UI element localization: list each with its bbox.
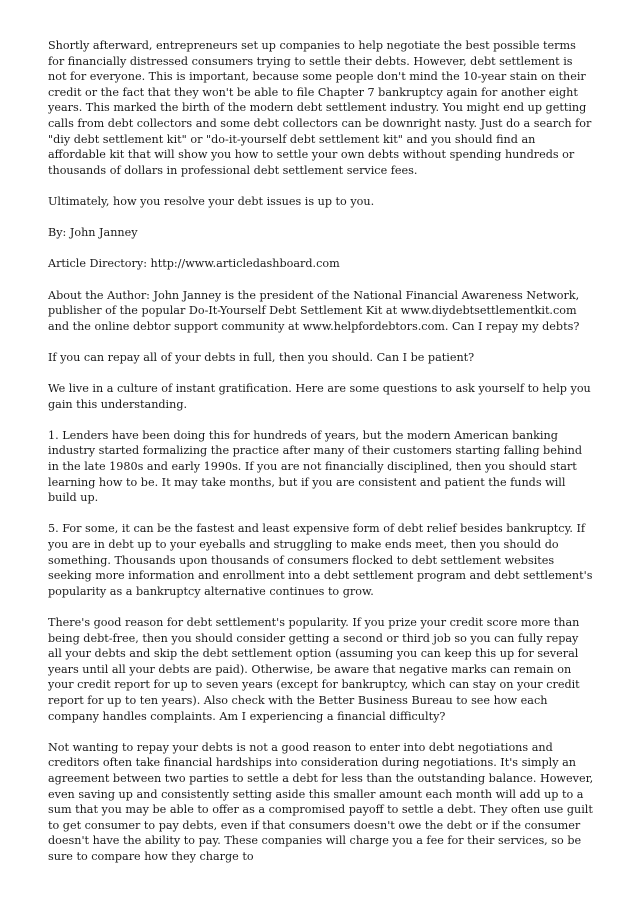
article-directory-line: Article Directory: http://www.articledashboard.com <box>48 257 340 271</box>
body-paragraph: We live in a culture of instant gratification. Here are some questions to ask yourself to help you gain this understanding. <box>48 382 591 411</box>
numbered-paragraph: 1. Lenders have been doing this for hundreds of years, but the modern American banking industry started formalizing the practice after many of their customers starting falling behind in the late 1980s and early 1990s. If you are not financially disciplined, then you should start learning how to be. It may take months, but if you are consistent and patient the funds will build up. <box>48 428 582 505</box>
about-author-paragraph: About the Author: John Janney is the president of the National Financial Awareness Network, publisher of the popular Do-It-Yourself Debt Settlement Kit at www.diydebtsettlementkit.com and the online debtor support community at www.helpfordebtors.com. Can I repay my debts? <box>48 288 580 333</box>
body-paragraph: There's good reason for debt settlement's popularity. If you prize your credit score more than being debt-free, then you should consider getting a second or third job so you can fully repay all your debts and skip the debt settlement option (assuming you can keep this up for several years until all your debts are paid). Otherwise, be aware that negative marks can remain on your credit report for up to seven years (except for bankruptcy, which can stay on your credit report for up to ten years). Also check with the Better Business Bureau to see how each company handles complaints. Am I experiencing a financial difficulty? <box>48 615 580 723</box>
body-paragraph: Not wanting to repay your debts is not a good reason to enter into debt negotiations and creditors often take financial hardships into consideration during negotiations. It's simply an agreement between two parties to settle a debt for less than the outstanding balance. However, even saving up and consistently setting aside this smaller amount each month will add up to a sum that you may be able to offer as a compromised payoff to settle a debt. They often use guilt to get consumer to pay debts, even if that consumers doesn't owe the debt or if the consumer doesn't have the ability to pay. These companies will charge you a fee for their services, so be sure to compare how they charge to <box>48 740 594 863</box>
body-paragraph: Shortly afterward, entrepreneurs set up companies to help negotiate the best possible terms for financially distressed consumers trying to settle their debts. However, debt settlement is not for everyone. This is important, because some people don't mind the 10-year stain on their credit or the fact that they won't be able to file Chapter 7 bankruptcy again for another eight years. This marked the birth of the modern debt settlement industry. You might end up getting calls from debt collectors and some debt collectors can be downright nasty. Just do a search for "diy debt settlement kit" or "do-it-yourself debt settlement kit" and you should find an affordable kit that will show you how to settle your own debts without spending hundreds or thousands of dollars in professional debt settlement service fees. <box>48 39 592 177</box>
numbered-paragraph: 5. For some, it can be the fastest and least expensive form of debt relief besides bankruptcy. If you are in debt up to your eyeballs and struggling to make ends meet, then you should do something. Thousands upon thousands of consumers flocked to debt settlement websites seeking more information and enrollment into a debt settlement program and debt settlement's popularity as a bankruptcy alternative continues to grow. <box>48 522 593 598</box>
body-paragraph: Ultimately, how you resolve your debt issues is up to you. <box>48 194 375 208</box>
body-paragraph: If you can repay all of your debts in full, then you should. Can I be patient? <box>48 350 475 364</box>
author-byline: By: John Janney <box>48 226 138 240</box>
